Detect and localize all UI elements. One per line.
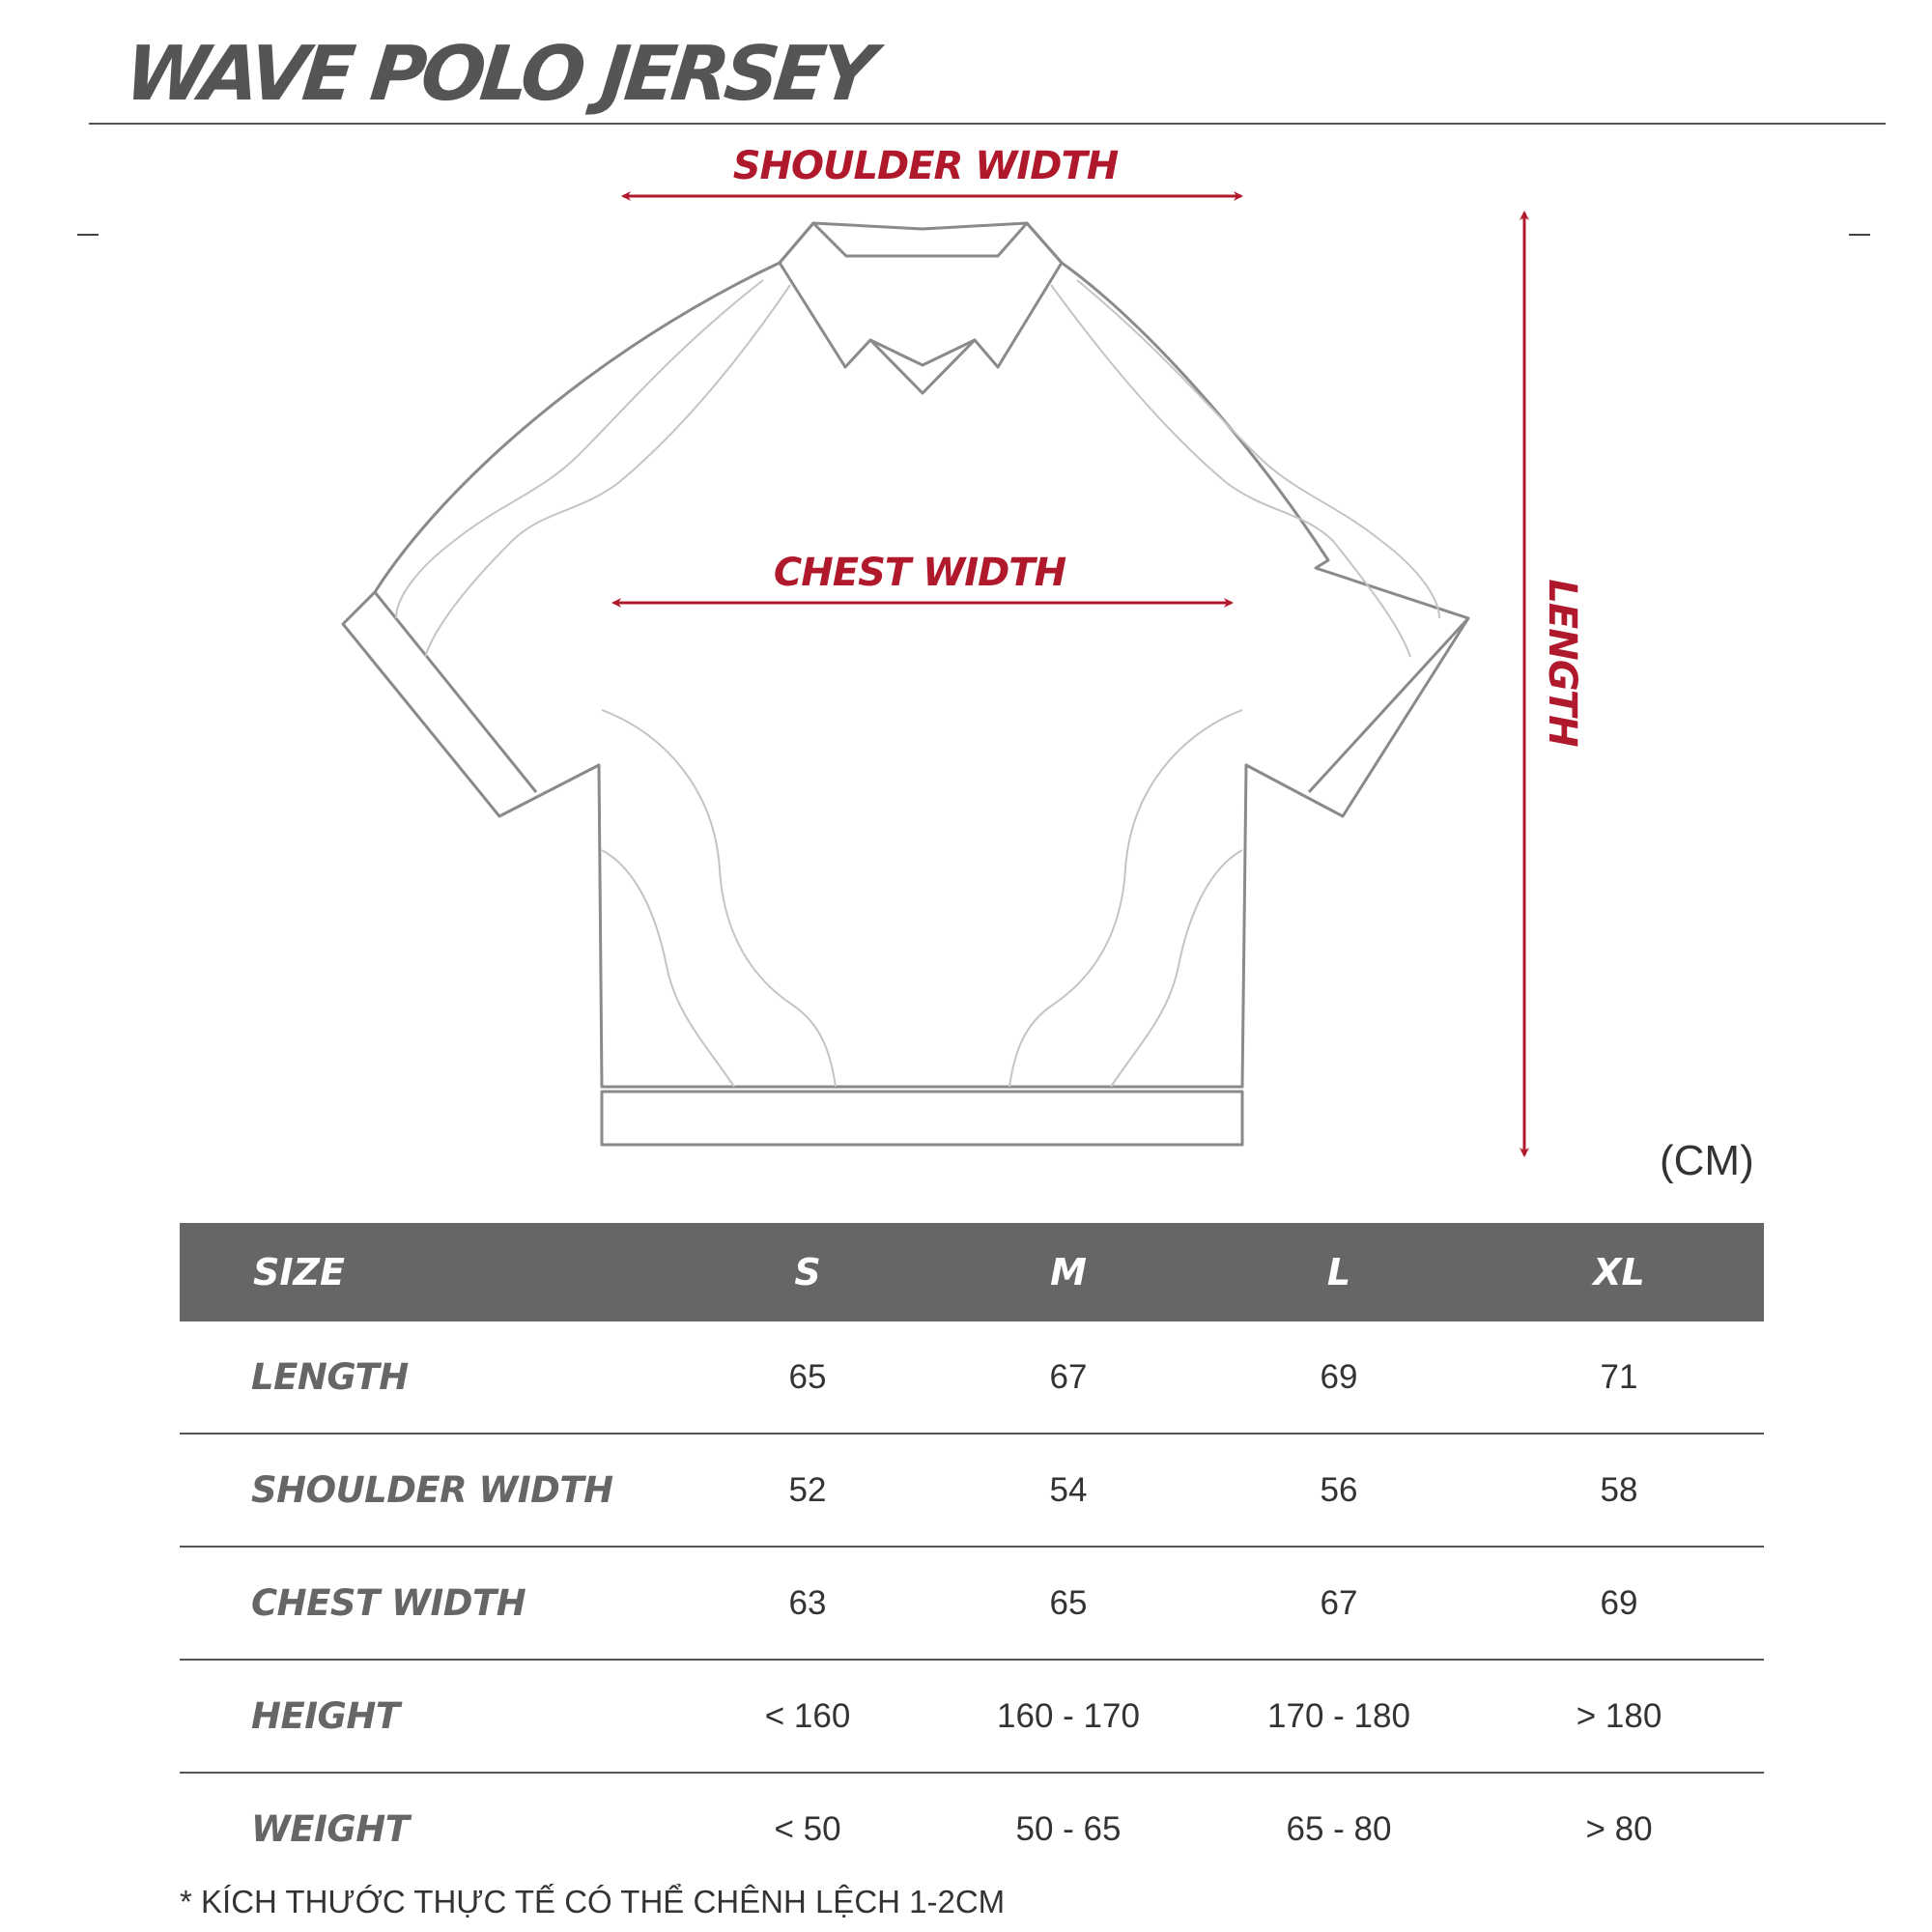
header-size: SIZE: [180, 1223, 682, 1321]
cell-value: > 180: [1474, 1660, 1764, 1773]
cell-value: 54: [933, 1434, 1204, 1547]
cell-value: 58: [1474, 1434, 1764, 1547]
page-title: WAVE POLO JERSEY: [121, 31, 876, 118]
jersey-outline: [343, 223, 1468, 1145]
cell-value: 52: [682, 1434, 933, 1547]
row-label: LENGTH: [180, 1321, 682, 1434]
cell-value: 56: [1204, 1434, 1474, 1547]
cell-value: > 80: [1585, 1809, 1653, 1848]
header-xl: XL: [1474, 1223, 1764, 1321]
cell-value: 65 - 80: [1286, 1809, 1392, 1848]
table-header-row: [180, 1223, 1764, 1321]
row-label: WEIGHT: [251, 1808, 410, 1850]
cell-value: 69: [1204, 1321, 1474, 1434]
row-label: HEIGHT: [180, 1660, 682, 1773]
table-row-length: [180, 1321, 1764, 1434]
row-label: SHOULDER WIDTH: [180, 1434, 682, 1547]
cell-value: 69: [1474, 1547, 1764, 1660]
panel-seams: [396, 280, 1439, 1087]
cell-value: 65: [682, 1321, 933, 1434]
cell-value: 160 - 170: [933, 1660, 1204, 1773]
row-label: CHEST WIDTH: [180, 1547, 682, 1660]
header-l: L: [1204, 1223, 1474, 1321]
table-row-weight: [180, 1773, 1764, 1885]
size-disclaimer-note: * KÍCH THƯỚC THỰC TẾ CÓ THỂ CHÊNH LỆCH 1-2CM: [180, 1884, 1006, 1919]
size-chart-table: [180, 1223, 1764, 1885]
chest-width-label: CHEST WIDTH: [773, 551, 1066, 595]
cell-value: < 50: [774, 1809, 841, 1848]
cell-value: 67: [933, 1321, 1204, 1434]
header-s: S: [682, 1223, 933, 1321]
cell-value: 65: [933, 1547, 1204, 1660]
cell-value: < 160: [682, 1660, 933, 1773]
table-row-shoulder-width: [180, 1434, 1764, 1547]
cell-value: 170 - 180: [1204, 1660, 1474, 1773]
header-m: M: [933, 1223, 1204, 1321]
unit-label: (CM): [1660, 1137, 1754, 1184]
table-row-chest-width: [180, 1547, 1764, 1660]
cell-value: 50 - 65: [1015, 1809, 1122, 1848]
length-label: LENGTH: [1540, 579, 1584, 747]
cell-value: 71: [1474, 1321, 1764, 1434]
cell-value: 63: [682, 1547, 933, 1660]
cell-value: 67: [1204, 1547, 1474, 1660]
shoulder-width-label: SHOULDER WIDTH: [732, 144, 1119, 188]
table-row-height: [180, 1660, 1764, 1773]
